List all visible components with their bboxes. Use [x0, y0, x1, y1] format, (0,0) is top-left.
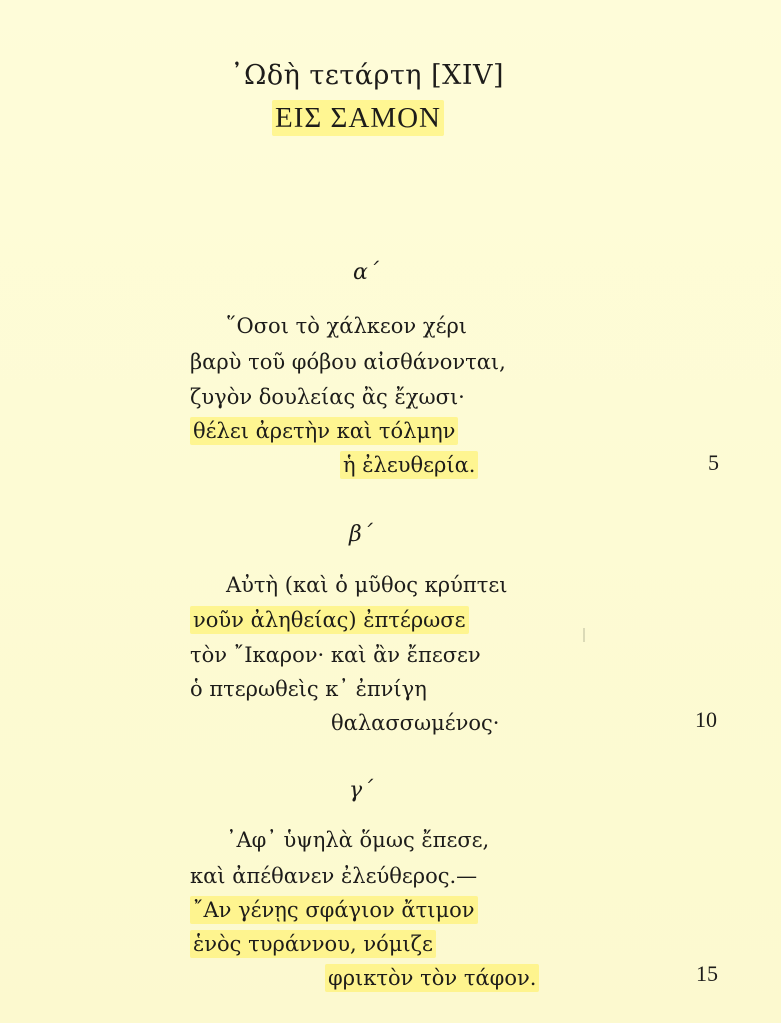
stanza-2-mark: β΄ — [349, 522, 373, 547]
stanza-3-line-5-text: φρικτὸν τὸν τάφον. — [325, 964, 539, 992]
stanza-2-line-5: θαλασσωμένος· — [331, 711, 500, 735]
stanza-3-line-1: ᾿Αφ᾿ ὑψηλὰ ὅμως ἔπεσε, — [226, 828, 490, 852]
stanza-3-line-4-text: ἑνὸς τυράννου, νόμιζε — [190, 930, 436, 958]
stanza-3-line-3 — [190, 900, 478, 921]
line-number-5: 5 — [708, 450, 719, 475]
stanza-1-line-2: βαρὺ τοῦ φόβου αἰσθάνονται, — [190, 350, 506, 374]
stanza-1-line-5 — [340, 455, 478, 476]
stanza-1-mark: α΄ — [353, 260, 379, 285]
stanza-1-line-3: ζυγὸν δουλείας ἂς ἔχωσι· — [190, 385, 465, 409]
stanza-2-line-2-text: νοῦν ἀληθείας) ἐπτέρωσε — [190, 606, 469, 634]
stanza-3-line-3-text: ῎Αν γένῃς σφάγιον ἄτιμον — [190, 896, 478, 924]
poem-title-text: ΕΙΣ ΣΑΜΟΝ — [272, 100, 444, 136]
stanza-3-line-2: καὶ ἀπέθανεν ἐλεύθερος.— — [190, 864, 478, 888]
stanza-3-line-5 — [325, 968, 539, 989]
stanza-1-line-5-text: ἡ ἐλευθερία. — [340, 451, 478, 479]
stanza-1-line-4-text: θέλει ἀρετὴν καὶ τόλμην — [190, 417, 458, 445]
stanza-1-line-1: ῞Οσοι τὸ χάλκεον χέρι — [226, 314, 468, 338]
stanza-3-mark: γ΄ — [349, 778, 374, 803]
stanza-1-line-4 — [190, 421, 458, 442]
stanza-2-line-2 — [190, 610, 469, 631]
scan-speck — [583, 628, 585, 642]
line-number-10: 10 — [695, 707, 717, 732]
ode-heading: ᾿Ωδὴ τετάρτη [XIV] — [230, 60, 505, 91]
stanza-2-line-1: Αὐτὴ (καὶ ὁ μῦθος κρύπτει — [226, 573, 508, 597]
poem-title — [272, 104, 444, 133]
stanza-2-line-3: τὸν ῎Ικαρον· καὶ ἂν ἔπεσεν — [190, 643, 481, 667]
stanza-2-line-4: ὁ πτερωθεὶς κ᾿ ἐπνίγη — [190, 677, 427, 701]
line-number-15: 15 — [696, 961, 718, 986]
stanza-3-line-4 — [190, 934, 436, 955]
